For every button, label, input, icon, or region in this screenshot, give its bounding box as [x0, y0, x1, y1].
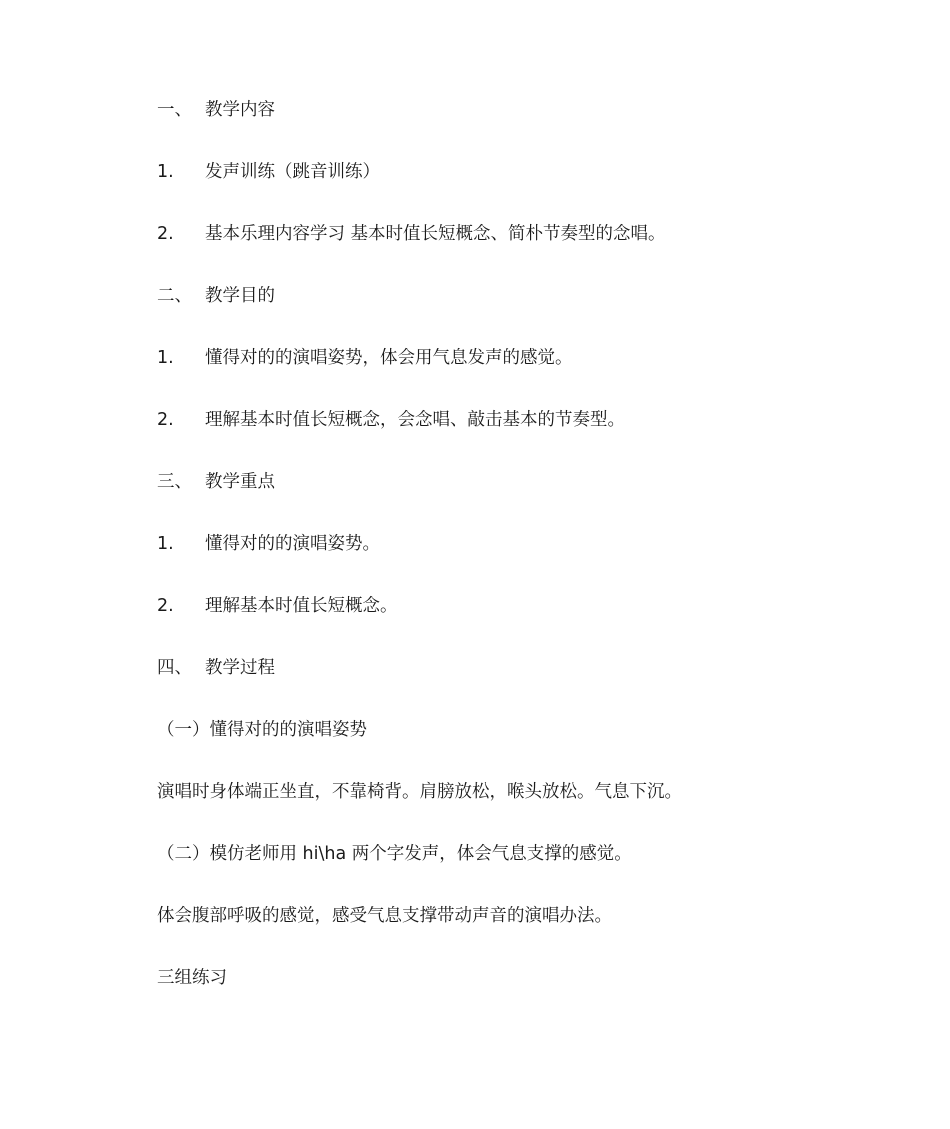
list-marker: 1.: [157, 348, 174, 368]
list-marker: 三、: [157, 472, 192, 492]
line-text: （二）模仿老师用 hi\ha 两个字发声，体会气息支撑的感觉。: [157, 844, 632, 864]
list-marker: 一、: [157, 100, 192, 120]
list-marker: 1.: [157, 162, 174, 182]
list-marker: 2.: [157, 596, 174, 616]
line-text: 理解基本时值长短概念，会念唱、敲击基本的节奏型。: [205, 410, 625, 430]
subsection-heading: [157, 842, 632, 866]
subsection-heading: [157, 718, 367, 742]
paragraph: [157, 904, 612, 928]
list-item: [157, 346, 573, 370]
paragraph: [157, 966, 227, 990]
line-text: 懂得对的的演唱姿势，体会用气息发声的感觉。: [205, 348, 573, 368]
list-marker: 四、: [157, 658, 192, 678]
section-heading-focus: [157, 470, 275, 494]
section-heading-process: [157, 656, 275, 680]
section-heading-goals: [157, 284, 275, 308]
line-text: 教学重点: [205, 472, 275, 492]
line-text: 懂得对的的演唱姿势。: [205, 534, 380, 554]
line-text: 体会腹部呼吸的感觉，感受气息支撑带动声音的演唱办法。: [157, 906, 612, 926]
paragraph: [157, 780, 682, 804]
line-text: 三组练习: [157, 968, 227, 988]
list-marker: 2.: [157, 410, 174, 430]
line-text: 演唱时身体端正坐直，不靠椅背。肩膀放松，喉头放松。气息下沉。: [157, 782, 682, 802]
list-marker: 1.: [157, 534, 174, 554]
line-text: 理解基本时值长短概念。: [205, 596, 398, 616]
list-item: [157, 160, 380, 184]
line-text: 发声训练（跳音训练）: [205, 162, 380, 182]
line-text: 教学内容: [205, 100, 275, 120]
line-text: 教学过程: [205, 658, 275, 678]
line-text: （一）懂得对的的演唱姿势: [157, 720, 367, 740]
list-marker: 二、: [157, 286, 192, 306]
list-item: [157, 408, 625, 432]
line-text: 教学目的: [205, 286, 275, 306]
list-marker: 2.: [157, 224, 174, 244]
list-item: [157, 222, 666, 246]
line-text: 基本乐理内容学习 基本时值长短概念、简朴节奏型的念唱。: [205, 224, 666, 244]
section-heading-content: [157, 98, 275, 122]
list-item: [157, 532, 380, 556]
list-item: [157, 594, 398, 618]
